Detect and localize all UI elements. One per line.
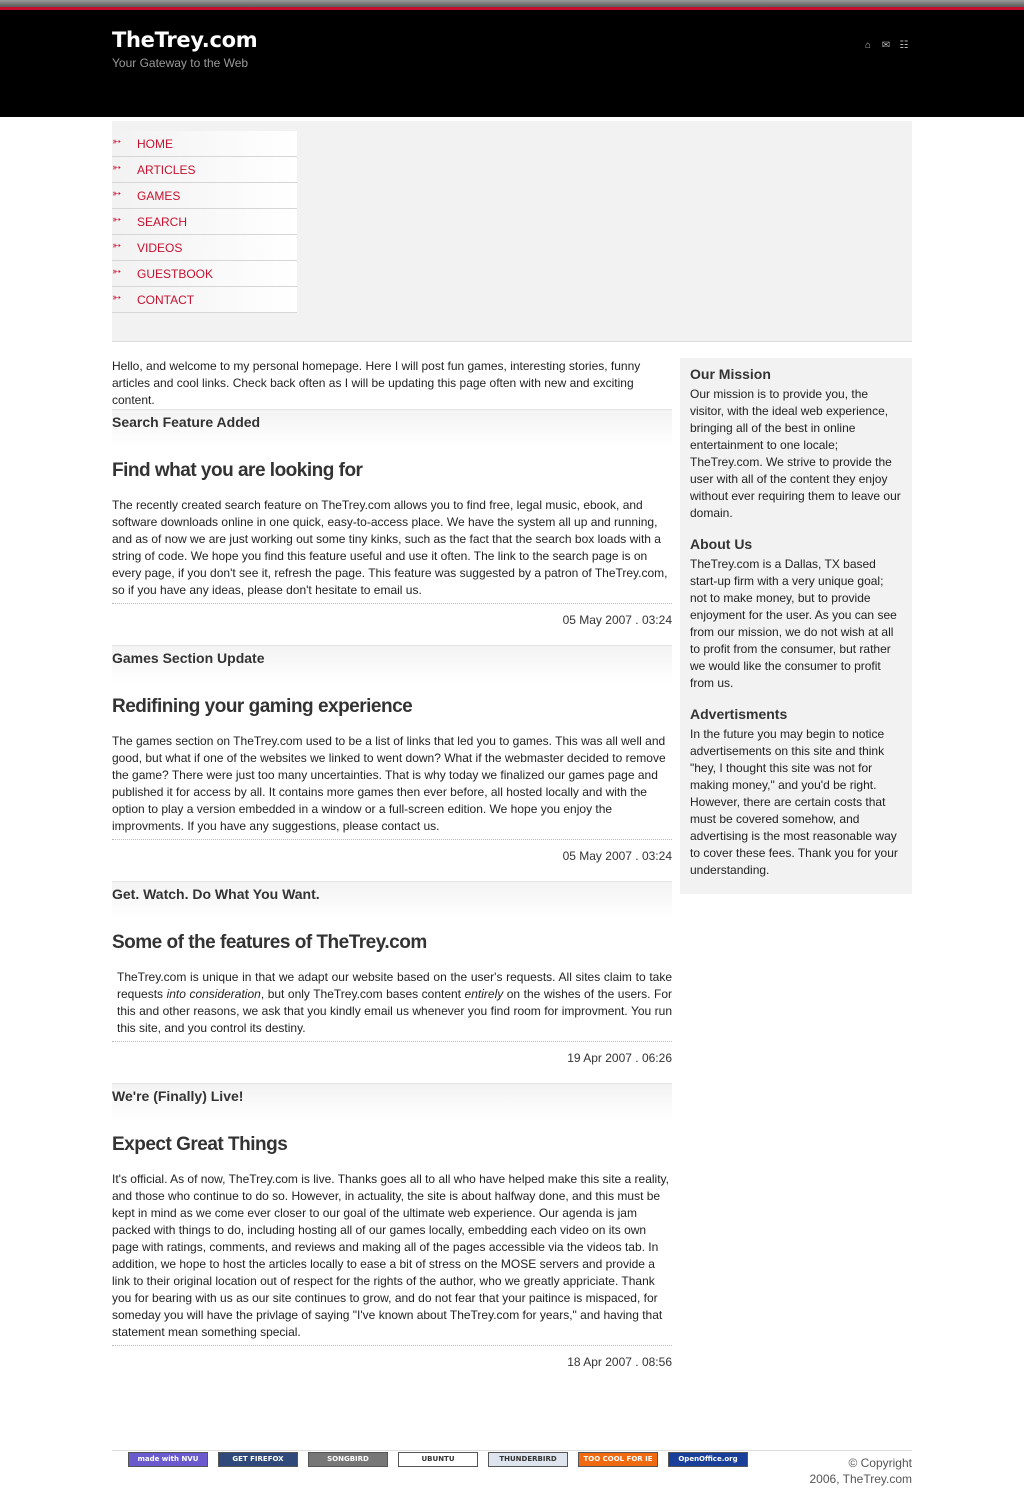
footer [112,1450,912,1488]
post-header: Games Section Update [112,645,672,683]
badge-ubuntu[interactable]: UBUNTU [398,1452,478,1467]
arrow-right-icon: ➳ [112,162,122,174]
copyright-line-2: 2006, TheTrey.com [809,1472,912,1486]
menu-item-games[interactable] [112,183,297,209]
post-date: 05 May 2007 . 03:24 [562,849,672,863]
menu-link-home[interactable]: HOME [137,137,173,151]
site-title[interactable]: TheTrey.com [112,28,258,52]
post-title: Expect Great Things [112,1134,288,1155]
post-body-text: on the wishes of the users. For this and other reasons, we ask that you kindly email us whenever you find room for improvment. You run this site, and you control its destiny. [117,987,673,1035]
copyright-line-1: © Copyright [848,1456,912,1470]
sidebar-heading-ads: Advertisments [690,706,788,722]
sidebar-text-about: TheTrey.com is a Dallas, TX based start-up firm with a very unique goal; not to make money, but to provide enjoyment for the user. As you can see from our mission, we do not wish at all to profit from the consumer, but rather we would like the consumer to profit from us. [690,557,897,690]
badge-too-cool-for-ie[interactable]: TOO COOL FOR IE [578,1452,658,1467]
menu-link-games[interactable]: GAMES [137,189,181,203]
sitemap-icon[interactable]: ☷ [899,40,909,51]
menu-link-articles[interactable]: ARTICLES [137,163,196,177]
arrow-right-icon: ➳ [112,266,122,278]
badge-nvu[interactable]: made with NVU [128,1452,208,1467]
post-title: Redifining your gaming experience [112,696,413,717]
post-divider [112,603,672,604]
sidebar-heading-about: About Us [690,536,753,552]
post-date: 19 Apr 2007 . 06:26 [567,1051,672,1065]
home-icon[interactable]: ⌂ [864,40,872,51]
post-header: We're (Finally) Live! [112,1083,672,1121]
news-post [112,881,672,1071]
post-date: 18 Apr 2007 . 08:56 [567,1355,672,1369]
arrow-right-icon: ➳ [112,188,122,200]
news-post [112,409,672,633]
menu-link-search[interactable]: SEARCH [137,215,188,229]
post-divider [112,1041,672,1042]
main-content [112,358,672,1375]
menu-item-articles[interactable] [112,157,297,183]
post-header: Get. Watch. Do What You Want. [112,881,672,919]
post-body [112,969,672,1039]
badge-firefox[interactable]: GET FIREFOX [218,1452,298,1467]
arrow-right-icon: ➳ [112,136,122,148]
menu-item-videos[interactable] [112,235,297,261]
post-divider [112,1345,672,1346]
badge-openoffice[interactable]: OpenOffice.org [668,1452,748,1467]
post-body: It's official. As of now, TheTrey.com is live. Thanks goes all to all who have helped make this site a reality, and those who continue to do so. However, in actuality, the site is about halfway done, and this must be kept in mind as we come ever closer to our goal of the ultimate web experience. Our agenda is jam packed with things to do, including hosting all of our games locally, embedding each video on its own page with ratings, comments, and reviews and making all of the pages accessible via the videos tab. In addition, we hope to host the articles locally to ease a bit of stress on the MOSE servers and provide a link to their original location out of respect for the rights of the author, who we greatly appriciate. Thank you for bearing with us as our site continues to grow, and do not fear that your paitince is mispaced, for someday you will have the privlage of saying "I've known about TheTrey.com for years," and having that statement mean something special. [112,1172,670,1339]
site-header [0,0,1024,117]
post-body: The recently created search feature on TheTrey.com allows you to find free, legal music, ebook, and software downloads online in one quick, easy-to-access place. We have the system all up and running, and as of now we are just working out some tiny kinks, such as the fact that the search box loads with a string of code. We hope you find this feature useful and use it often. The link to the search page is on every page, if you don't see it, refresh the page. This feature was suggested by a patron of TheTrey.com, so if you have any ideas, please don't hesitate to email us. [112,498,668,597]
post-body: The games section on TheTrey.com used to be a list of links that led you to games. This was all well and good, but what if one of the websites we linked to went down? What if the webmaster decided to remove the game? There were just too many uncertainties. That is why today we finalized our games page and published it for access by all. It contains more games then ever before, all hosted locally and with the option to play a version embedded in a window or a full-screen edition. We hope you enjoy the improvments. If you have any suggestions, please contact us. [112,734,666,833]
post-body-text: , but only TheTrey.com bases content [260,987,465,1001]
post-header: Search Feature Added [112,409,672,447]
post-body-emphasis: entirely [464,987,504,1001]
intro-text: Hello, and welcome to my personal homepage. Here I will post fun games, interesting stories, funny articles and cool links. Check back often as I will be updating this page often with new and exciting content. [112,359,641,407]
header-red-stripe [0,7,1024,10]
navigation-panel [112,121,912,342]
site-tagline: Your Gateway to the Web [112,56,249,70]
menu-item-search[interactable] [112,209,297,235]
menu-item-guestbook[interactable] [112,261,297,287]
post-date: 05 May 2007 . 03:24 [562,613,672,627]
post-body-emphasis: into consideration [166,987,261,1001]
header-top-stripe [0,0,1024,7]
menu-link-videos[interactable]: VIDEOS [137,241,183,255]
menu-link-contact[interactable]: CONTACT [137,293,195,307]
main-menu [112,131,297,313]
post-title: Find what you are looking for [112,460,363,481]
header-icon-links [862,40,910,51]
arrow-right-icon: ➳ [112,214,122,226]
news-post [112,1083,672,1375]
sidebar-text-mission: Our mission is to provide you, the visitor, with the ideal web experience, bringing all of the best in online entertainment to one locale; TheTrey.com. We strive to provide the user with all of the content they enjoy without ever requiring them to leave our domain. [690,387,901,520]
sidebar-heading-mission: Our Mission [690,366,771,382]
badge-thunderbird[interactable]: THUNDERBIRD [488,1452,568,1467]
news-post [112,645,672,869]
badge-songbird[interactable]: SONGBIRD [308,1452,388,1467]
arrow-right-icon: ➳ [112,292,122,304]
post-divider [112,839,672,840]
arrow-right-icon: ➳ [112,240,122,252]
sidebar-text-ads: In the future you may begin to notice advertisements on this site and think "hey, I thought this site was not for making money," and you'd be right. However, there are certain costs that must be covered somehow, and advertising is the most reasonable way to cover these fees. Thank you for your understanding. [690,727,898,877]
sidebar [680,358,912,894]
post-body-text: TheTrey.com is unique in that we adapt our website based on the user's requests. All sites claim to take requests [117,970,672,1001]
menu-link-guestbook[interactable]: GUESTBOOK [137,267,214,281]
menu-item-contact[interactable] [112,287,297,313]
menu-item-home[interactable] [112,131,297,157]
mail-icon[interactable]: ✉ [881,40,891,51]
copyright [792,1455,912,1487]
footer-badges [128,1452,748,1467]
post-title: Some of the features of TheTrey.com [112,932,427,953]
